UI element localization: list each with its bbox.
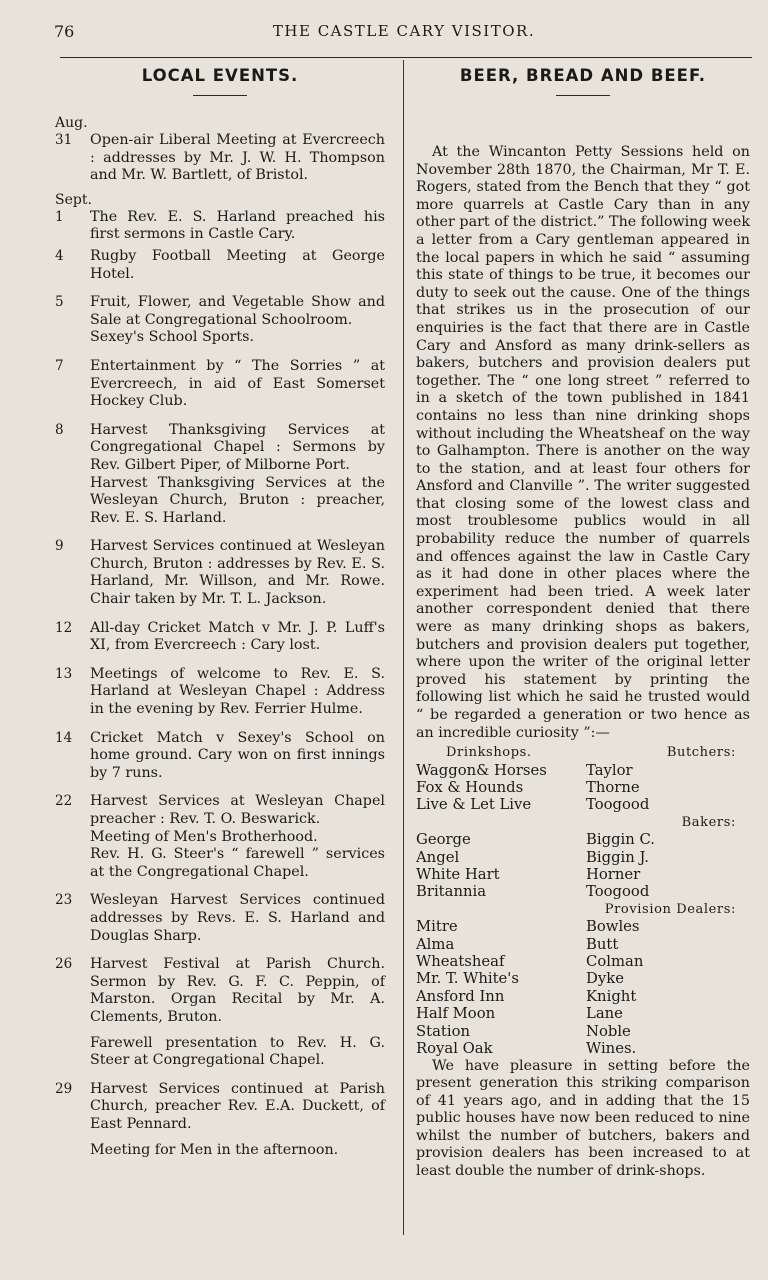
drinkshop-item: Alma <box>416 935 455 953</box>
event-day: 13 <box>55 665 73 682</box>
drinkshop-item: Wheatsheaf <box>416 953 505 971</box>
page-number: 76 <box>54 22 75 41</box>
event-day: 14 <box>55 729 73 746</box>
event-text: Farewell presentation to Rev. H. G. Steer at Congregational Chapel. <box>90 1034 385 1069</box>
event-text: All-day Cricket Match v Mr. J. P. Luff's XI, from Evercreech : Cary lost. <box>90 619 385 654</box>
event-text: Rugby Football Meeting at George Hotel. <box>90 247 385 282</box>
event-day: 26 <box>55 956 73 973</box>
event-day: 5 <box>55 294 64 311</box>
drinkshop-item: Ansford Inn <box>416 987 505 1005</box>
provision-dealer-item: Knight <box>586 987 637 1005</box>
event-day: 8 <box>55 421 64 438</box>
month-label: Aug. <box>55 115 88 131</box>
event-text: Rev. H. G. Steer's “ farewell ” services at the Congregational Chapel. <box>90 846 385 880</box>
provision-dealer-item: Bowles <box>586 918 640 936</box>
baker-item: Biggin C. <box>586 831 656 849</box>
provision-dealer-item: Butt <box>586 935 619 953</box>
column-divider <box>403 60 404 1235</box>
event-text: Harvest Services at Wesleyan Chapel preacher : Rev. T. O. Beswarick. <box>90 793 385 827</box>
event-day: 31 <box>55 132 73 148</box>
event-text: Harvest Thanksgiving Services at Congregational Chapel : Sermons by Rev. Gilbert Piper, of Milborne Port. <box>90 421 385 473</box>
drinkshop-item: George <box>416 831 471 849</box>
article-intro: At the Wincanton Petty Sessions held on November 28th 1870, the Chairman, Mr T. E. Rogers, stated from the Bench that they “ got more quarrels at Castle Cary than in any other part of the district.” The following week a letter from a Cary gentleman appeared in the local papers in which he said “ assuming this state of things to be true, it becomes our duty to seek out the cause. One of the things that strikes us in the prosecution of our enquiries is the fact that there are in Castle Cary and Ansford as many drink-sellers as bakers, butchers and provision dealers put together. The “ one long street ” referred to in a sketch of the town published in 1841 contains no less than nine drinking shops without including the Wheatsheaf on the way to Galhampton. There is another on the way to the station, and at least four others for Ansford and Clanville ”. The writer suggested that closing some of the lowest class and most troublesome publics would in all probability reduce the number of quarrels and offences against the law in Castle Cary as it had done in other places where the experiment had been tried. A week later another correspondent denied that there were as many drinking shops as bakers, butchers and provision dealers put together, where upon the writer of the original letter proved his statement by printing the following list which he said he trusted would “ be regarded a generation or two hence as an incredible curiosity ”:— <box>416 144 750 741</box>
provision-dealer-item: Wines. <box>586 1040 637 1058</box>
event-entry <box>55 1081 385 1159</box>
event-entry <box>55 620 385 655</box>
provision-dealers-heading: Provision Dealers: <box>604 901 736 917</box>
drinkshop-item: Mr. T. White's <box>416 970 519 988</box>
heading-rule <box>556 95 610 96</box>
event-day: 1 <box>55 208 64 225</box>
butchers-heading: Butchers: <box>666 745 736 761</box>
event-text: Harvest Thanksgiving Services at the Wesleyan Church, Bruton : preacher, Rev. E. S. Harland. <box>90 474 385 526</box>
event-entry <box>55 132 385 185</box>
event-text: The Rev. E. S. Harland preached his first sermons in Castle Cary. <box>90 208 385 243</box>
drinkshop-item: Half Moon <box>416 1005 496 1023</box>
baker-item: Toogood <box>586 883 650 901</box>
shop-lists <box>416 744 750 1057</box>
event-day: 29 <box>55 1080 73 1097</box>
event-entry <box>55 422 385 528</box>
event-text: Open-air Liberal Meeting at Evercreech : addresses by Mr. J. W. H. Thompson and Mr. W. Bartlett, of Bristol. <box>90 132 385 184</box>
event-entry <box>55 730 385 783</box>
event-day: 9 <box>55 538 64 555</box>
baker-item: Horner <box>586 866 641 884</box>
event-entry <box>55 666 385 719</box>
drinkshop-item: Mitre <box>416 918 458 936</box>
header-rule <box>60 57 752 58</box>
butcher-item: Thorne <box>586 779 640 796</box>
event-day: 4 <box>55 247 64 264</box>
local-events-heading: LOCAL EVENTS. <box>141 66 299 85</box>
drinkshop-item: Britannia <box>416 883 487 901</box>
beer-bread-beef-heading: BEER, BREAD AND BEEF. <box>459 66 707 85</box>
running-title: THE CASTLE CARY VISITOR. <box>272 22 536 40</box>
event-entry <box>55 294 385 347</box>
drinkshop-item: White Hart <box>416 866 500 884</box>
event-text: Fruit, Flower, and Vegetable Show and Sale at Congregational Schoolroom. <box>90 294 385 328</box>
event-text: Harvest Services continued at Parish Church, preacher Rev. E.A. Duckett, of East Pennard. <box>90 1080 385 1132</box>
beer-bread-beef-column <box>416 64 750 1181</box>
event-entry <box>55 793 385 881</box>
month-label: Sept. <box>55 191 92 208</box>
event-entry <box>55 358 385 411</box>
event-text: Meetings of welcome to Rev. E. S. Harland at Wesleyan Chapel : Address in the evening by Rev. Ferrier Hulme. <box>90 665 385 718</box>
event-entry <box>55 956 385 1070</box>
provision-dealer-item: Colman <box>586 953 644 971</box>
event-text: Harvest Festival at Parish Church. Sermon by Rev. G. F. C. Peppin, of Marston. Organ Recital by Mr. A. Clements, Bruton. <box>90 956 385 1025</box>
drinkshop-item: Royal Oak <box>416 1040 493 1058</box>
event-entry <box>55 209 385 244</box>
event-day: 12 <box>55 619 73 636</box>
event-day: 23 <box>55 892 73 909</box>
local-events-column <box>55 64 385 1159</box>
event-day: 7 <box>55 357 64 374</box>
provision-dealer-item: Lane <box>586 1005 623 1023</box>
event-entry <box>55 892 385 945</box>
event-entry <box>55 248 385 283</box>
provision-dealer-item: Noble <box>586 1022 631 1040</box>
drinkshops-heading: Drinkshops. <box>446 745 532 761</box>
drinkshop-item: Live & Let Live <box>416 796 532 814</box>
drinkshop-item: Station <box>416 1022 471 1040</box>
event-text: Meeting for Men in the afternoon. <box>90 1141 339 1158</box>
butcher-item: Taylor <box>586 761 633 779</box>
heading-rule <box>193 95 247 96</box>
event-text: Sexey's School Sports. <box>90 329 255 346</box>
bakers-heading: Bakers: <box>681 814 736 830</box>
article-closing: We have pleasure in setting before the present generation this striking comparison of 41 years ago, and in adding that the 15 public houses have now been reduced to nine whilst the number of butchers, bakers and provision dealers has been increased to at least double the number of drink-shops. <box>416 1057 750 1180</box>
event-text: Cricket Match v Sexey's School on home ground. Cary won on first innings by 7 runs. <box>90 729 385 781</box>
provision-dealer-item: Dyke <box>586 970 624 988</box>
baker-item: Biggin J. <box>586 848 650 866</box>
event-text: Harvest Services continued at Wesleyan Church, Bruton : addresses by Rev. E. S. Harland, Mr. Willson, and Mr. Rowe. Chair taken by Mr. T. L. Jackson. <box>90 538 385 608</box>
butcher-item: Toogood <box>586 796 650 814</box>
event-text: Entertainment by “ The Sorries ” at Evercreech, in aid of East Somerset Hockey Club. <box>90 357 385 410</box>
drinkshop-item: Waggon& Horses <box>416 761 547 779</box>
event-entry <box>55 538 385 608</box>
drinkshop-item: Angel <box>416 848 460 866</box>
drinkshop-item: Fox & Hounds <box>416 779 524 796</box>
event-day: 22 <box>55 793 73 810</box>
event-text: Meeting of Men's Brotherhood. <box>90 828 318 845</box>
event-text: Wesleyan Harvest Services continued addresses by Revs. E. S. Harland and Douglas Sharp. <box>90 892 385 944</box>
